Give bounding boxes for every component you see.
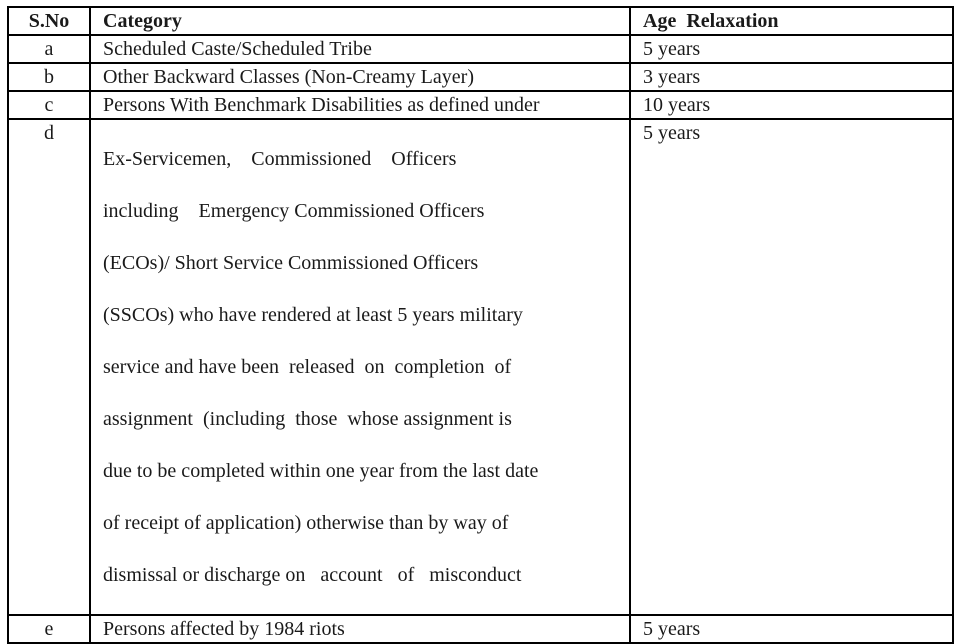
row-sno: c xyxy=(8,91,90,119)
row-age-relaxation: 10 years xyxy=(630,91,953,119)
category-line: service and have been released on completion of xyxy=(103,356,512,378)
category-line: including Emergency Commissioned Officers xyxy=(103,200,485,222)
table-row xyxy=(8,615,953,643)
category-line: assignment (including those whose assignment is xyxy=(103,408,512,430)
table-row xyxy=(8,91,953,119)
row-age-relaxation: 5 years xyxy=(630,119,953,615)
age-relaxation-table xyxy=(7,6,954,644)
row-sno: a xyxy=(8,35,90,63)
row-category: Scheduled Caste/Scheduled Tribe xyxy=(90,35,630,63)
category-line: (SSCOs) who have rendered at least 5 years military xyxy=(103,304,523,326)
header-sno: S.No xyxy=(8,7,90,35)
category-line: Ex-Servicemen, Commissioned Officers xyxy=(103,148,457,170)
row-age-relaxation: 5 years xyxy=(630,35,953,63)
table-header-row xyxy=(8,7,953,35)
row-sno: e xyxy=(8,615,90,643)
row-category xyxy=(90,119,630,615)
category-line: due to be completed within one year from the last date xyxy=(103,460,539,482)
category-line: (ECOs)/ Short Service Commissioned Officers xyxy=(103,252,479,274)
row-category: Other Backward Classes (Non-Creamy Layer) xyxy=(90,63,630,91)
row-sno: b xyxy=(8,63,90,91)
category-line: of receipt of application) otherwise than by way of xyxy=(103,512,509,534)
row-sno: d xyxy=(8,119,90,615)
header-category: Category xyxy=(90,7,630,35)
table-row xyxy=(8,119,953,615)
row-age-relaxation: 3 years xyxy=(630,63,953,91)
row-age-relaxation: 5 years xyxy=(630,615,953,643)
row-category: Persons affected by 1984 riots xyxy=(90,615,630,643)
header-age-relaxation: Age Relaxation xyxy=(630,7,953,35)
row-category: Persons With Benchmark Disabilities as defined under xyxy=(90,91,630,119)
table-row xyxy=(8,63,953,91)
table-row xyxy=(8,35,953,63)
category-line: dismissal or discharge on account of misconduct xyxy=(103,564,522,586)
